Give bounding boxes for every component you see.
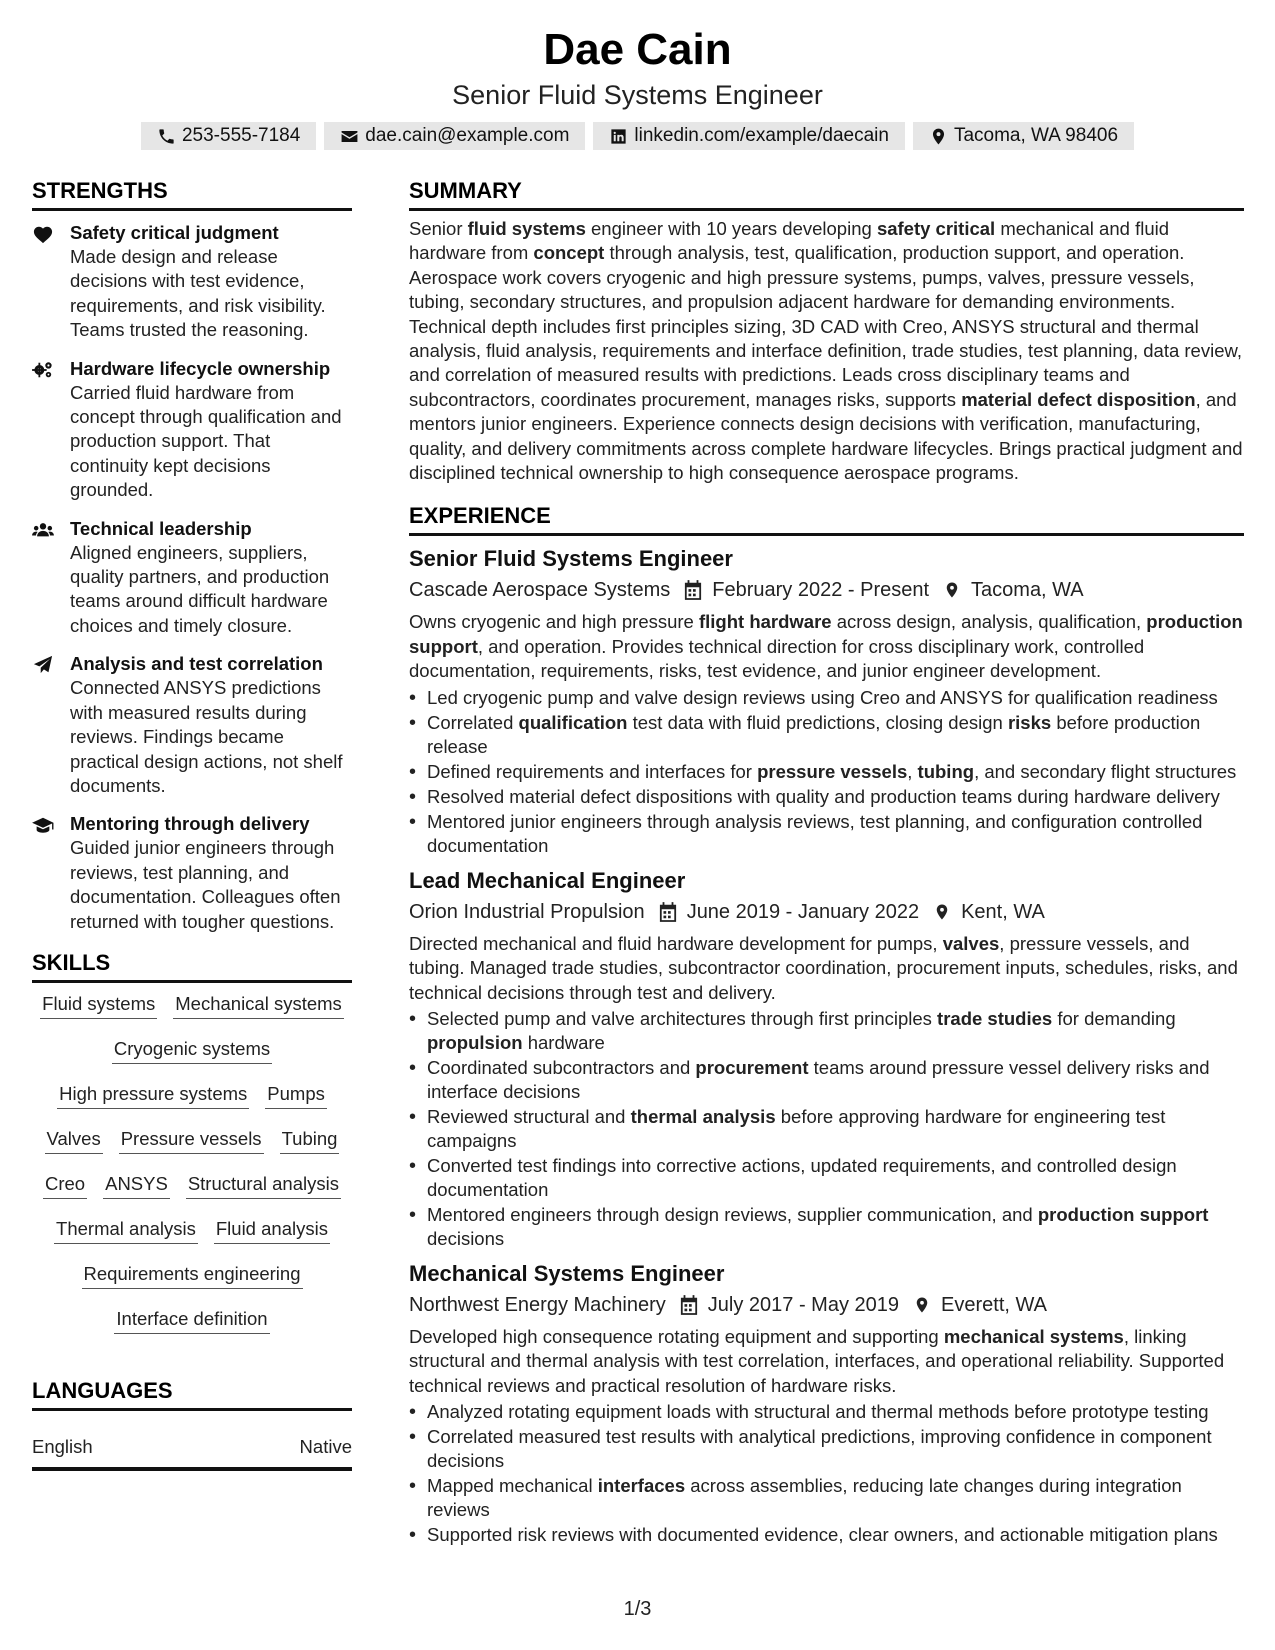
paper-plane-icon [32,655,54,675]
skill-row [32,1128,352,1154]
job-bullets [409,1007,1244,1251]
bullet-item: • Supported risk reviews with documented evidence, clear owners, and actionable mitigation plans [409,1523,1244,1547]
strength-name: Safety critical judgment [70,222,279,243]
job-title: Senior Fluid Systems Engineer [409,546,733,572]
bullet-item: • Correlated qualification test data with fluid predictions, closing design risks before production release [409,711,1244,759]
contact-phone[interactable] [141,122,316,150]
skill-row [32,993,352,1019]
graduation-cap-icon [32,815,54,835]
heart-icon [32,224,54,244]
calendar-icon [680,1295,698,1315]
skills-list [32,993,352,1334]
skill-tag: Mechanical systems [173,993,344,1019]
skill-row [32,1083,352,1109]
job-dates: June 2019 - January 2022 [686,900,920,923]
map-pin-icon [943,580,961,600]
strength-name: Hardware lifecycle ownership [70,357,331,379]
bullet-item: • Mapped mechanical interfaces across assemblies, reducing late changes during integration reviews [409,1474,1244,1522]
bullet-item: • Analyzed rotating equipment loads with structural and thermal methods before prototype testing [409,1400,1244,1424]
right-column [409,176,1244,1548]
skill-tag: High pressure systems [57,1083,249,1109]
experience-list [409,544,1244,1547]
map-pin-icon [913,1295,931,1315]
resume-header [0,0,1275,150]
job-location: Everett, WA [941,1293,1047,1316]
strength-item [32,812,352,934]
contact-location [913,122,1134,150]
job-company: Northwest Energy Machinery [409,1293,666,1316]
strength-item [32,517,352,639]
contact-bar [0,122,1275,150]
skill-row [32,1038,352,1064]
skill-row [32,1308,352,1334]
job-title: Lead Mechanical Engineer [409,867,686,893]
calendar-icon [659,902,677,922]
skills-heading: SKILLS [32,948,352,983]
language-name: English [32,1435,93,1457]
skill-tag: Fluid systems [40,993,157,1019]
job-company: Orion Industrial Propulsion [409,900,645,923]
calendar-icon [684,580,702,600]
skill-tag: Structural analysis [186,1173,341,1199]
phone-text: 253-555-7184 [181,125,301,146]
job-entry [409,866,1244,1251]
strength-desc: Guided junior engineers through reviews, test planning, and documentation. Colleagues often returned with tougher questions. [70,837,341,932]
bullet-item: • Selected pump and valve architectures through first principles trade studies for demanding propulsion hardware [409,1007,1244,1055]
strength-name: Analysis and test correlation [70,653,323,675]
location-text: Tacoma, WA 98406 [953,125,1119,146]
strengths-heading: STRENGTHS [32,176,352,211]
strength-desc: Made design and release decisions with test evidence, requirements, and risk visibility. Teams trusted the reasoning. [70,246,326,341]
job-bullets [409,1400,1244,1547]
language-level: Native [299,1435,352,1457]
strength-desc: Carried fluid hardware from concept through qualification and production support. That continuity kept decisions grounded. [70,381,342,501]
skill-tag: Cryogenic systems [112,1038,272,1064]
skill-tag: Fluid analysis [214,1218,330,1244]
skill-tag: Tubing [280,1128,340,1154]
job-location: Tacoma, WA [971,579,1084,602]
bullet-item: • Correlated measured test results with analytical predictions, improving confidence in component decisions [409,1425,1244,1473]
map-pin-icon [933,902,951,922]
job-description: Developed high consequence rotating equipment and supporting mechanical systems, linking structural and thermal analysis with test correlation, interfaces, and operational reliability. Supported technical reviews and practical resolution of hardware risks. [409,1325,1225,1396]
strength-name: Technical leadership [70,517,252,539]
contact-linkedin[interactable] [593,122,905,150]
strength-name: Mentoring through delivery [70,813,310,835]
gears-icon [32,360,54,380]
contact-email[interactable] [324,122,585,150]
strength-desc: Connected ANSYS predictions with measured results during reviews. Findings became practical design actions, not shelf documents. [70,677,343,796]
languages-heading: LANGUAGES [32,1376,352,1411]
bullet-item: • Coordinated subcontractors and procurement teams around pressure vessel delivery risks and interface decisions [409,1056,1244,1104]
bullet-item: • Led cryogenic pump and valve design reviews using Creo and ANSYS for qualification readiness [409,686,1244,710]
job-meta [409,898,1244,926]
map-pin-icon [929,127,948,146]
language-row [32,1435,352,1471]
bullet-item: • Mentored engineers through design reviews, supplier communication, and production support decisions [409,1203,1244,1251]
job-meta [409,1291,1244,1319]
strength-item [32,652,352,798]
skill-tag: Valves [45,1128,103,1154]
skill-tag: Thermal analysis [54,1218,198,1244]
page-number: 1/3 [623,1598,652,1620]
skill-row [32,1218,352,1244]
skill-tag: ANSYS [103,1173,170,1199]
job-entry [409,544,1244,857]
job-company: Cascade Aerospace Systems [409,579,671,602]
skill-row [32,1263,352,1289]
envelope-icon [340,127,359,146]
job-meta [409,576,1244,604]
experience-heading: EXPERIENCE [409,501,1244,536]
job-dates: February 2022 - Present [712,579,930,602]
strength-item [32,357,352,503]
skill-tag: Requirements engineering [82,1263,303,1289]
candidate-title: Senior Fluid Systems Engineer [452,80,823,110]
phone-icon [157,127,176,146]
job-location: Kent, WA [961,900,1045,923]
skill-tag: Interface definition [114,1308,269,1334]
bullet-item: • Defined requirements and interfaces for pressure vessels, tubing, and secondary flight structures [409,760,1244,784]
strength-desc: Aligned engineers, suppliers, quality partners, and production teams around difficult hardware choices and timely closure. [70,541,330,636]
linkedin-icon [609,127,628,146]
bullet-item: • Mentored junior engineers through analysis reviews, test planning, and configuration controlled documentation [409,810,1244,858]
summary-heading: SUMMARY [409,176,1244,211]
summary-text: Senior fluid systems engineer with 10 years developing safety critical mechanical and fluid hardware from concept through analysis, test, qualification, production support, and operation. Aerospace work covers cryogenic and high pressure systems, pumps, valves, pressure vessels, tubing, secondary structures, and propulsion adjacent hardware for demanding environments. Technical depth includes first principles sizing, 3D CAD with Creo, ANSYS structural and thermal analysis, fluid analysis, requirements and interface definition, trade studies, test planning, data review, and correlation of measured results with predictions. Leads cross disciplinary teams and subcontractors, coordinates procurement, manages risks, supports material defect disposition, and mentors junior engineers. Experience connects design decisions with verification, manufacturing, quality, and delivery commitments across complete hardware lifecycles. Brings practical judgment and disciplined technical ownership to high consequence aerospace programs. [409,218,1243,484]
users-icon [32,520,54,540]
job-entry [409,1259,1244,1547]
candidate-name: Dae Cain [543,25,732,74]
linkedin-text: linkedin.com/example/daecain [634,125,889,146]
left-column [32,176,352,1471]
skill-tag: Creo [43,1173,87,1199]
strength-item [32,221,352,343]
bullet-item: • Reviewed structural and thermal analysis before approving hardware for engineering test campaigns [409,1105,1244,1153]
email-text: dae.cain@example.com [365,125,570,146]
skill-tag: Pressure vessels [119,1128,264,1154]
skill-tag: Pumps [265,1083,327,1109]
strengths-list [32,221,352,934]
job-dates: July 2017 - May 2019 [707,1293,900,1316]
skill-row [32,1173,352,1199]
bullet-item: • Resolved material defect dispositions with quality and production teams during hardware delivery [409,785,1244,809]
job-description: Directed mechanical and fluid hardware development for pumps, valves, pressure vessels, and tubing. Managed trade studies, subcontractor coordination, procurement inputs, schedules, risks, and technical decisions through test and delivery. [409,932,1238,1003]
job-description: Owns cryogenic and high pressure flight hardware across design, analysis, qualification, production support, and operation. Provides technical direction for cross disciplinary work, controlled documentation, requirements, risks, test evidence, and junior engineer development. [409,611,1243,682]
bullet-item: • Converted test findings into corrective actions, updated requirements, and controlled design documentation [409,1154,1244,1202]
job-title: Mechanical Systems Engineer [409,1260,725,1286]
job-bullets [409,686,1244,858]
